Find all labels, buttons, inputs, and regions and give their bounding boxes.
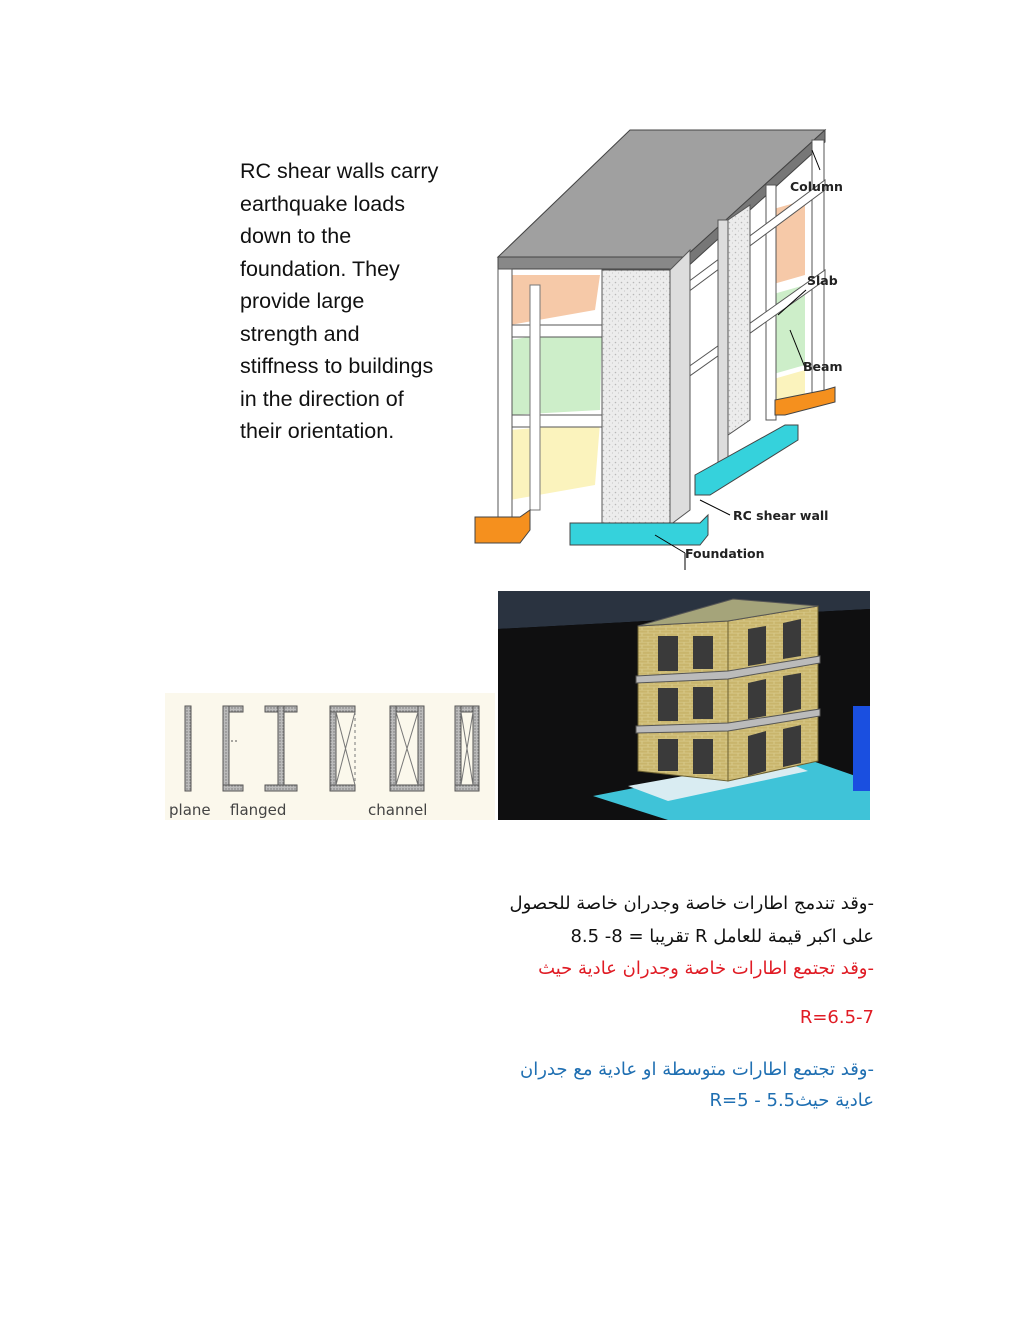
paragraph-1-line-1: -وقد تندمج اطارات خاصة وجدران خاصة للحصول [509,893,874,914]
shear-wall-caption [240,155,480,448]
shear-wall-back [728,205,750,435]
channel-wall-section-2 [390,706,424,791]
label-beam: Beam [803,359,843,374]
masonry-building-drawing [498,591,870,820]
channel-wall-section-1 [330,706,355,791]
label-foundation: Foundation [685,546,765,561]
flanged-wall-section-1 [223,706,243,791]
wall-sections-drawing [165,701,495,806]
label-slab: Slab [807,273,838,288]
caption-plane: plane [169,801,211,819]
paragraph-3-line-2: عادية حيثR=5 - 5.5 [709,1090,874,1111]
paragraph-1-line-2: على اكبر قيمة للعامل R تقريبا = 8- 8.5 [570,926,874,947]
caption-line: foundation. They [240,256,400,281]
channel-wall-section-3 [455,706,479,791]
caption-line: earthquake loads [240,191,405,216]
label-shear-wall: RC shear wall [733,508,829,523]
paragraph-2-line-2: R=6.5-7 [799,1007,874,1028]
slab-floor-1 [510,423,600,500]
caption-line: stiffness to buildings [240,354,434,378]
building-side-face [728,606,818,781]
footing-cyan-back [695,425,798,495]
flanged-wall-section-2 [265,706,297,791]
shear-wall-front [602,270,670,525]
caption-line: RC shear walls carry [240,159,439,183]
paragraph-3-line-1: -وقد تجتمع اطارات متوسطة او عادية مع جدران [520,1059,874,1080]
plane-wall-section [185,706,191,791]
caption-line: strength and [240,321,360,346]
building-front-face [638,621,728,781]
slab-floor-3 [510,275,600,325]
masonry-building-render [498,591,870,820]
caption-line: provide large [240,289,365,313]
caption-flanged: flanged [230,801,287,819]
caption-line: in the direction of [240,386,404,411]
column-front-left [498,269,512,521]
caption-channel: channel [368,801,428,819]
wall-sections-figure [165,693,495,820]
slab-floor-2 [510,325,602,415]
caption-line: down to the [240,224,352,248]
caption-line: their orientation. [240,419,395,443]
paragraph-2-line-1: -وقد تجتمع اطارات خاصة وجدران عادية حيث [538,958,874,979]
label-column: Column [790,179,843,194]
blue-block [853,706,870,791]
